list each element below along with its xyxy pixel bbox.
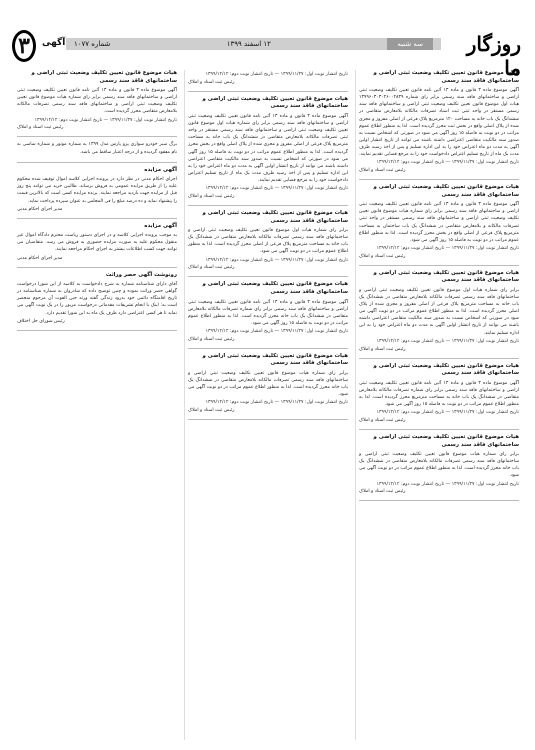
divider: [359, 429, 519, 430]
notice-signature: رئیس ثبت اسناد و املاک: [359, 489, 406, 495]
notice-meta: تاریخ انتشار نوبت اول: ۱۳۹۹/۱۱/۲۷ — تاریخ انتشار نوبت دوم: ۱۳۹۹/۱۲/۱۲: [376, 245, 519, 251]
notice-title: هیات موضوع قانون تعیین تکلیف وضعیت ثبتی اراضی و ساختمانهای فاقد سند رسمی: [202, 210, 348, 224]
notice-title: هیات موضوع قانون تعیین تکلیف وضعیت ثبتی اراضی و ساختمانهای فاقد سند رسمی: [373, 184, 519, 198]
divider: [188, 348, 348, 349]
notice-title: هیات موضوع قانون تعیین تکلیف وضعیت ثبتی اراضی و ساختمانهای فاقد سند رسمی: [202, 352, 348, 367]
notice: [17, 272, 177, 324]
notice-signature: رئیس ثبت اسناد و املاک: [359, 168, 406, 174]
notice-signature: رئیس ثبت اسناد و املاک: [359, 253, 406, 259]
notice-signature: رئیس ثبت اسناد و املاک: [188, 194, 235, 199]
notice-body: آگهی موضوع ماده ۳ قانون و ماده ۱۳ آئین نامه قانون تعیین تکلیف وضعیت ثبتی اراضی و ساختمانهای فاقد سند رسمی برابر رای شماره ۱۳۹۹۶۰۳۰۳۰۲۶۰۰۲۸۳۹ هیات اول موضوع قانون تعیین تکلیف وضعیت ثبتی اراضی و ساختمانهای فاقد سند رسمی مستقر در واحد ثبتی ثبت اسناد تصرفات مالکانه بلامعارض متقاضی در ششدانگ یک باب خانه به مساحت ۱۲۰ مترمربع پلاک فرعی از اصلی مفروز و مجزی شده از پلاک اصلی واقع در بخش ثبت محرز گردیده است. لذا به منظور اطلاع عموم مراتب در دو نوبت به فاصله ۱۵ روز آگهی می شود در صورتی که اشخاص نسبت به صدور سند مالکیت متقاضی اعتراضی داشته باشند می توانند از تاریخ انتشار اولین آگهی به مدت دو ماه اعتراض خود را به این اداره تسلیم و پس از اخذ رسید ظرف مدت یک ماه از تاریخ تسلیم اعتراض دادخواست خود را به مرجع قضایی تقدیم نمایند.: [359, 88, 519, 158]
section-label: آگهی: [42, 38, 66, 48]
notice-title: هیات موضوع قانون تعیین تکلیف وضعیت ثبتی اراضی و ساختمانهای فاقد سند رسمی: [31, 70, 177, 84]
page-number: ۳: [12, 30, 36, 62]
divider: [359, 179, 519, 180]
notice: [188, 210, 348, 270]
divider: [359, 500, 519, 501]
date-bar: [66, 38, 441, 50]
notice: [188, 281, 348, 341]
notice-body: برگ سبز خودرو سواری پژو پارس مدل ۱۳۹۹ به شماره موتور و شماره شاسی به نام مفقود گردیده و از درجه اعتبار ساقط می باشد.: [17, 142, 177, 155]
notice-body: آگهی موضوع ماده ۳ قانون و ماده ۱۳ آئین نامه قانون تعیین تکلیف وضعیت ثبتی اراضی و ساختمانهای فاقد سند رسمی برابر رای شماره هیات موضوع قانون تعیین تکلیف وضعیت ثبتی اراضی و ساختمانهای فاقد سند رسمی تصرفات مالکانه بلامعارض متقاضی محرز گردیده است.: [17, 88, 177, 115]
notice: [188, 96, 348, 199]
notice-body: آقای دارای شناسنامه شماره به شرح دادخواست به کلاسه از این شورا درخواست گواهی حصر وراثت نموده و چنین توضیح داده که شادروان به شماره شناسنامه در تاریخ اقامتگاه دائمی خود بدرود زندگی گفته ورثه حین الفوت آن مرحوم منحصر است به: اینک با انجام تشریفات مقدماتی درخواست مزبور را در یک نوبت آگهی می نماید تا هر کسی اعتراضی دارد ظرف یک ماه به این شورا تقدیم دارد.: [17, 282, 177, 316]
notice: [359, 434, 519, 494]
notice: [17, 141, 177, 155]
notice-title: هیات موضوع قانون تعیین تکلیف وضعیت ثبتی اراضی و ساختمانهای فاقد سند رسمی: [373, 70, 519, 84]
notice-body: آگهی موضوع ماده ۳ قانون و ماده ۱۳ آئین نامه قانون تعیین تکلیف وضعیت ثبتی اراضی و ساختمانهای فاقد سند رسمی برابر رای شماره تصرفات مالکانه بلامعارض متقاضی در ششدانگ یک باب خانه به مساحت مترمربع محرز گردیده است. لذا به منظور اطلاع عموم مراتب در دو نوبت به فاصله ۱۵ روز آگهی می شود.: [359, 380, 519, 408]
notice: [17, 70, 177, 130]
notice-body: به موجب پرونده اجرایی کلاسه و در اجرای دستور ریاست محترم دادگاه اموال غیر منقول محکوم علیه به صورت مزایده حضوری به فروش می رسد. متقاضیان می توانند جهت کسب اطلاعات بیشتر به اجرای احکام مراجعه نمایند.: [17, 233, 177, 253]
notice-signature: رئیس ثبت اسناد و املاک: [188, 408, 235, 414]
weekday: سه شنبه: [387, 38, 433, 50]
notice-title: آگهی مزایده: [144, 166, 177, 173]
notice-title: هیات موضوع قانون تعیین تکلیف وضعیت ثبتی اراضی و ساختمانهای فاقد سند رسمی: [202, 281, 348, 296]
notice-meta: تاریخ انتشار نوبت اول: ۱۳۹۹/۱۱/۲۷ — تاریخ انتشار نوبت دوم: ۱۳۹۹/۱۲/۱۲: [376, 481, 519, 487]
notice-body: آگهی موضوع ماده ۳ قانون و ماده ۱۳ آئین نامه قانون تعیین تکلیف وضعیت ثبتی اراضی و ساختمانهای فاقد سند رسمی برابر رای شماره تصرفات مالکانه بلامعارض متقاضی در ششدانگ یک باب خانه محرز گردیده است. لذا به منظور اطلاع عموم مراتب در دو نوبت به فاصله ۱۵ روز آگهی می شود.: [188, 299, 348, 326]
notice-signature: رئیس ثبت اسناد و املاک: [359, 346, 406, 352]
notice-signature: رئیس ثبت اسناد و املاک: [17, 125, 64, 131]
notice-meta: تاریخ انتشار نوبت اول: ۱۳۹۹/۱۱/۲۷ — تاریخ انتشار نوبت دوم: ۱۳۹۹/۱۲/۱۲: [376, 160, 519, 166]
notice: [359, 270, 519, 352]
notice-body: برابر رای شماره هیات اول موضوع قانون تعیین تکلیف وضعیت ثبتی اراضی و ساختمانهای فاقد سند رسمی تصرفات مالکانه بلامعارض متقاضی در ششدانگ یک باب خانه به مساحت مترمربع پلاک فرعی از اصلی مفروز و مجزی شده از پلاک اصلی محرز گردیده است. لذا به منظور اطلاع عموم مراتب در دو نوبت آگهی می شود در صورتی که اشخاص نسبت به صدور سند مالکیت متقاضی اعتراضی داشته باشند می توانند از تاریخ انتشار اولین آگهی به مدت دو ماه اعتراض خود را به این اداره تسلیم نمایند.: [359, 287, 519, 336]
columns: [14, 70, 522, 740]
notice-title: رونوشت آگهی حصر وراثت: [105, 271, 177, 278]
notice-meta: تاریخ انتشار نوبت اول: ۱۳۹۹/۱۱/۲۷ — تاریخ انتشار نوبت دوم: ۱۳۹۹/۱۲/۱۲: [205, 186, 348, 192]
notice-signature: مدیر اجرای احکام مدنی: [17, 206, 63, 212]
notice-meta: تاریخ انتشار نوبت اول: ۱۳۹۹/۱۱/۲۷ — تاریخ انتشار نوبت دوم: ۱۳۹۹/۱۲/۱۲: [376, 338, 519, 344]
notice-title: هیات موضوع قانون تعیین تکلیف وضعیت ثبتی اراضی و ساختمانهای فاقد سند رسمی: [373, 362, 519, 377]
newspaper-logo: روزگار ما: [466, 32, 521, 80]
divider: [17, 267, 177, 268]
notice-body: برابر رای شماره هیات موضوع قانون تعیین تکلیف وضعیت ثبتی اراضی و ساختمانهای فاقد سند رسمی تصرفات مالکانه بلامعارض متقاضی در ششدانگ یک باب خانه محرز گردیده است. لذا به منظور اطلاع عموم مراتب در دو نوبت آگهی می شود.: [359, 452, 519, 479]
issue-number: شماره ۱۰۷۷: [74, 40, 111, 48]
notice-meta: تاریخ انتشار نوبت اول: ۱۳۹۹/۱۱/۲۷ — تاریخ انتشار نوبت دوم: ۱۳۹۹/۱۲/۱۲: [376, 410, 519, 416]
notice-signature: رئیس ثبت اسناد و املاک: [188, 336, 235, 342]
notice: [17, 223, 177, 261]
notice-meta: تاریخ انتشار نوبت اول: ۱۳۹۹/۱۱/۲۷ — تاریخ انتشار نوبت دوم: ۱۳۹۹/۱۲/۱۲: [205, 329, 348, 335]
notice-title: هیات موضوع قانون تعیین تکلیف وضعیت ثبتی اراضی و ساختمانهای فاقد سند رسمی: [202, 95, 348, 110]
notice-body: آگهی موضوع ماده ۳ قانون و ماده ۱۳ آئین نامه قانون تعیین تکلیف وضعیت ثبتی اراضی و ساختمانهای فاقد سند رسمی برابر رای شماره هیات اول موضوع قانون تعیین تکلیف وضعیت ثبتی اراضی و ساختمانهای فاقد سند رسمی مستقر در واحد ثبتی تصرفات مالکانه بلامعارض متقاضی در ششدانگ یک باب خانه به مساحت مترمربع پلاک فرعی از اصلی مفروز و مجزی شده از پلاک اصلی واقع در بخش محرز گردیده است. لذا به منظور اطلاع عموم مراتب در دو نوبت به فاصله ۱۵ روز آگهی می شود در صورتی که اشخاص نسبت به صدور سند مالکیت متقاضی اعتراضی داشته باشند می توانند از تاریخ انتشار اولین آگهی به مدت دو ماه اعتراض خود را به این اداره تسلیم و پس از اخذ رسید ظرف مدت یک ماه از تاریخ تسلیم اعتراض دادخواست خود را به مرجع قضایی تقدیم نمایند.: [188, 114, 348, 183]
notice-body: اجرای احکام مدنی در نظر دارد در پرونده اجرایی کلاسه اموال توقیف شده محکوم علیه را از طریق مزایده عمومی به فروش برساند. طالبین خرید می توانند پنج روز قبل از مزایده جهت بازدید مراجعه نمایند. برنده مزایده کسی است که بالاترین قیمت را پیشنهاد نماید و ده درصد مبلغ را فی المجلس به عنوان سپرده پرداخت نماید.: [17, 177, 177, 204]
divider: [17, 218, 177, 219]
column-2: [184, 70, 351, 740]
divider: [17, 136, 177, 137]
notice-meta: تاریخ انتشار نوبت اول: ۱۳۹۹/۱۱/۲۷ — تاریخ انتشار نوبت دوم: ۱۳۹۹/۱۲/۱۲: [205, 257, 348, 263]
notice: [359, 184, 519, 259]
notice-title: هیات موضوع قانون تعیین تکلیف وضعیت ثبتی اراضی و ساختمانهای فاقد سند رسمی: [373, 434, 519, 448]
notice: [359, 363, 519, 423]
notice: [188, 353, 348, 413]
column-3: [14, 70, 180, 740]
divider: [188, 276, 348, 277]
notice-title: هیات موضوع قانون تعیین تکلیف وضعیت ثبتی اراضی و ساختمانهای فاقد سند رسمی: [373, 269, 519, 284]
notice-meta: تاریخ انتشار نوبت اول: ۱۳۹۹/۱۱/۲۷ — تاریخ انتشار نوبت دوم: ۱۳۹۹/۱۲/۱۲: [34, 117, 177, 123]
notice-signature: رئیس شورای حل اختلاف: [17, 318, 65, 324]
divider: [359, 265, 519, 266]
notice-signature: رئیس ثبت اسناد و املاک: [188, 79, 235, 85]
divider: [359, 358, 519, 359]
notice: [359, 70, 519, 173]
divider: [188, 419, 348, 420]
notice-meta: تاریخ انتشار نوبت اول: ۱۳۹۹/۱۱/۲۷ — تاریخ انتشار نوبت دوم: ۱۳۹۹/۱۲/۱۲: [205, 72, 348, 77]
notice-body: آگهی موضوع ماده ۳ قانون و ماده ۱۳ آئین نامه قانون تعیین تکلیف وضعیت ثبتی اراضی و ساختمانهای فاقد سند رسمی برابر رای شماره هیات موضوع قانون تعیین تکلیف وضعیت ثبتی اراضی و ساختمانهای فاقد سند رسمی مستقر در واحد ثبتی تصرفات مالکانه و بلامعارض متقاضی در ششدانگ یک باب ساختمان به مساحت مترمربع پلاک فرعی از اصلی واقع در بخش محرز گردیده است. لذا به منظور اطلاع عموم مراتب در دو نوبت به فاصله ۱۵ روز آگهی می شود.: [359, 202, 519, 243]
notice-signature: رئیس ثبت اسناد و املاک: [359, 418, 406, 424]
divider: [188, 205, 348, 206]
divider: [17, 330, 177, 331]
notice-body: برابر رای شماره هیات اول موضوع قانون تعیین تکلیف وضعیت ثبتی اراضی و ساختمانهای فاقد سند رسمی تصرفات مالکانه بلامعارض متقاضی در ششدانگ یک باب خانه به مساحت مترمربع پلاک فرعی از اصلی محرز گردیده است. لذا به منظور اطلاع عموم مراتب در دو نوبت آگهی می شود.: [188, 228, 348, 255]
notice-signature: مدیر اجرای احکام مدنی: [17, 255, 63, 261]
issue-date: ۱۲ اسفند ۱۳۹۹: [226, 40, 271, 48]
notice-title: آگهی مزایده: [144, 222, 177, 229]
divider: [17, 162, 177, 163]
notice-meta: تاریخ انتشار نوبت اول: ۱۳۹۹/۱۱/۲۷ — تاریخ انتشار نوبت دوم: ۱۳۹۹/۱۲/۱۲: [205, 400, 348, 406]
notice: [17, 167, 177, 212]
notice-body: برابر رای شماره هیات موضوع قانون تعیین تکلیف وضعیت ثبتی اراضی و ساختمانهای فاقد سند رسمی تصرفات مالکانه بلامعارض متقاضی در ششدانگ یک باب خانه محرز گردیده است. لذا به منظور اطلاع عموم مراتب در دو نوبت آگهی می شود.: [188, 371, 348, 398]
divider: [188, 91, 348, 92]
notice-signature: رئیس ثبت اسناد و املاک: [188, 265, 235, 271]
column-1: [355, 70, 522, 740]
notice: [188, 72, 348, 85]
